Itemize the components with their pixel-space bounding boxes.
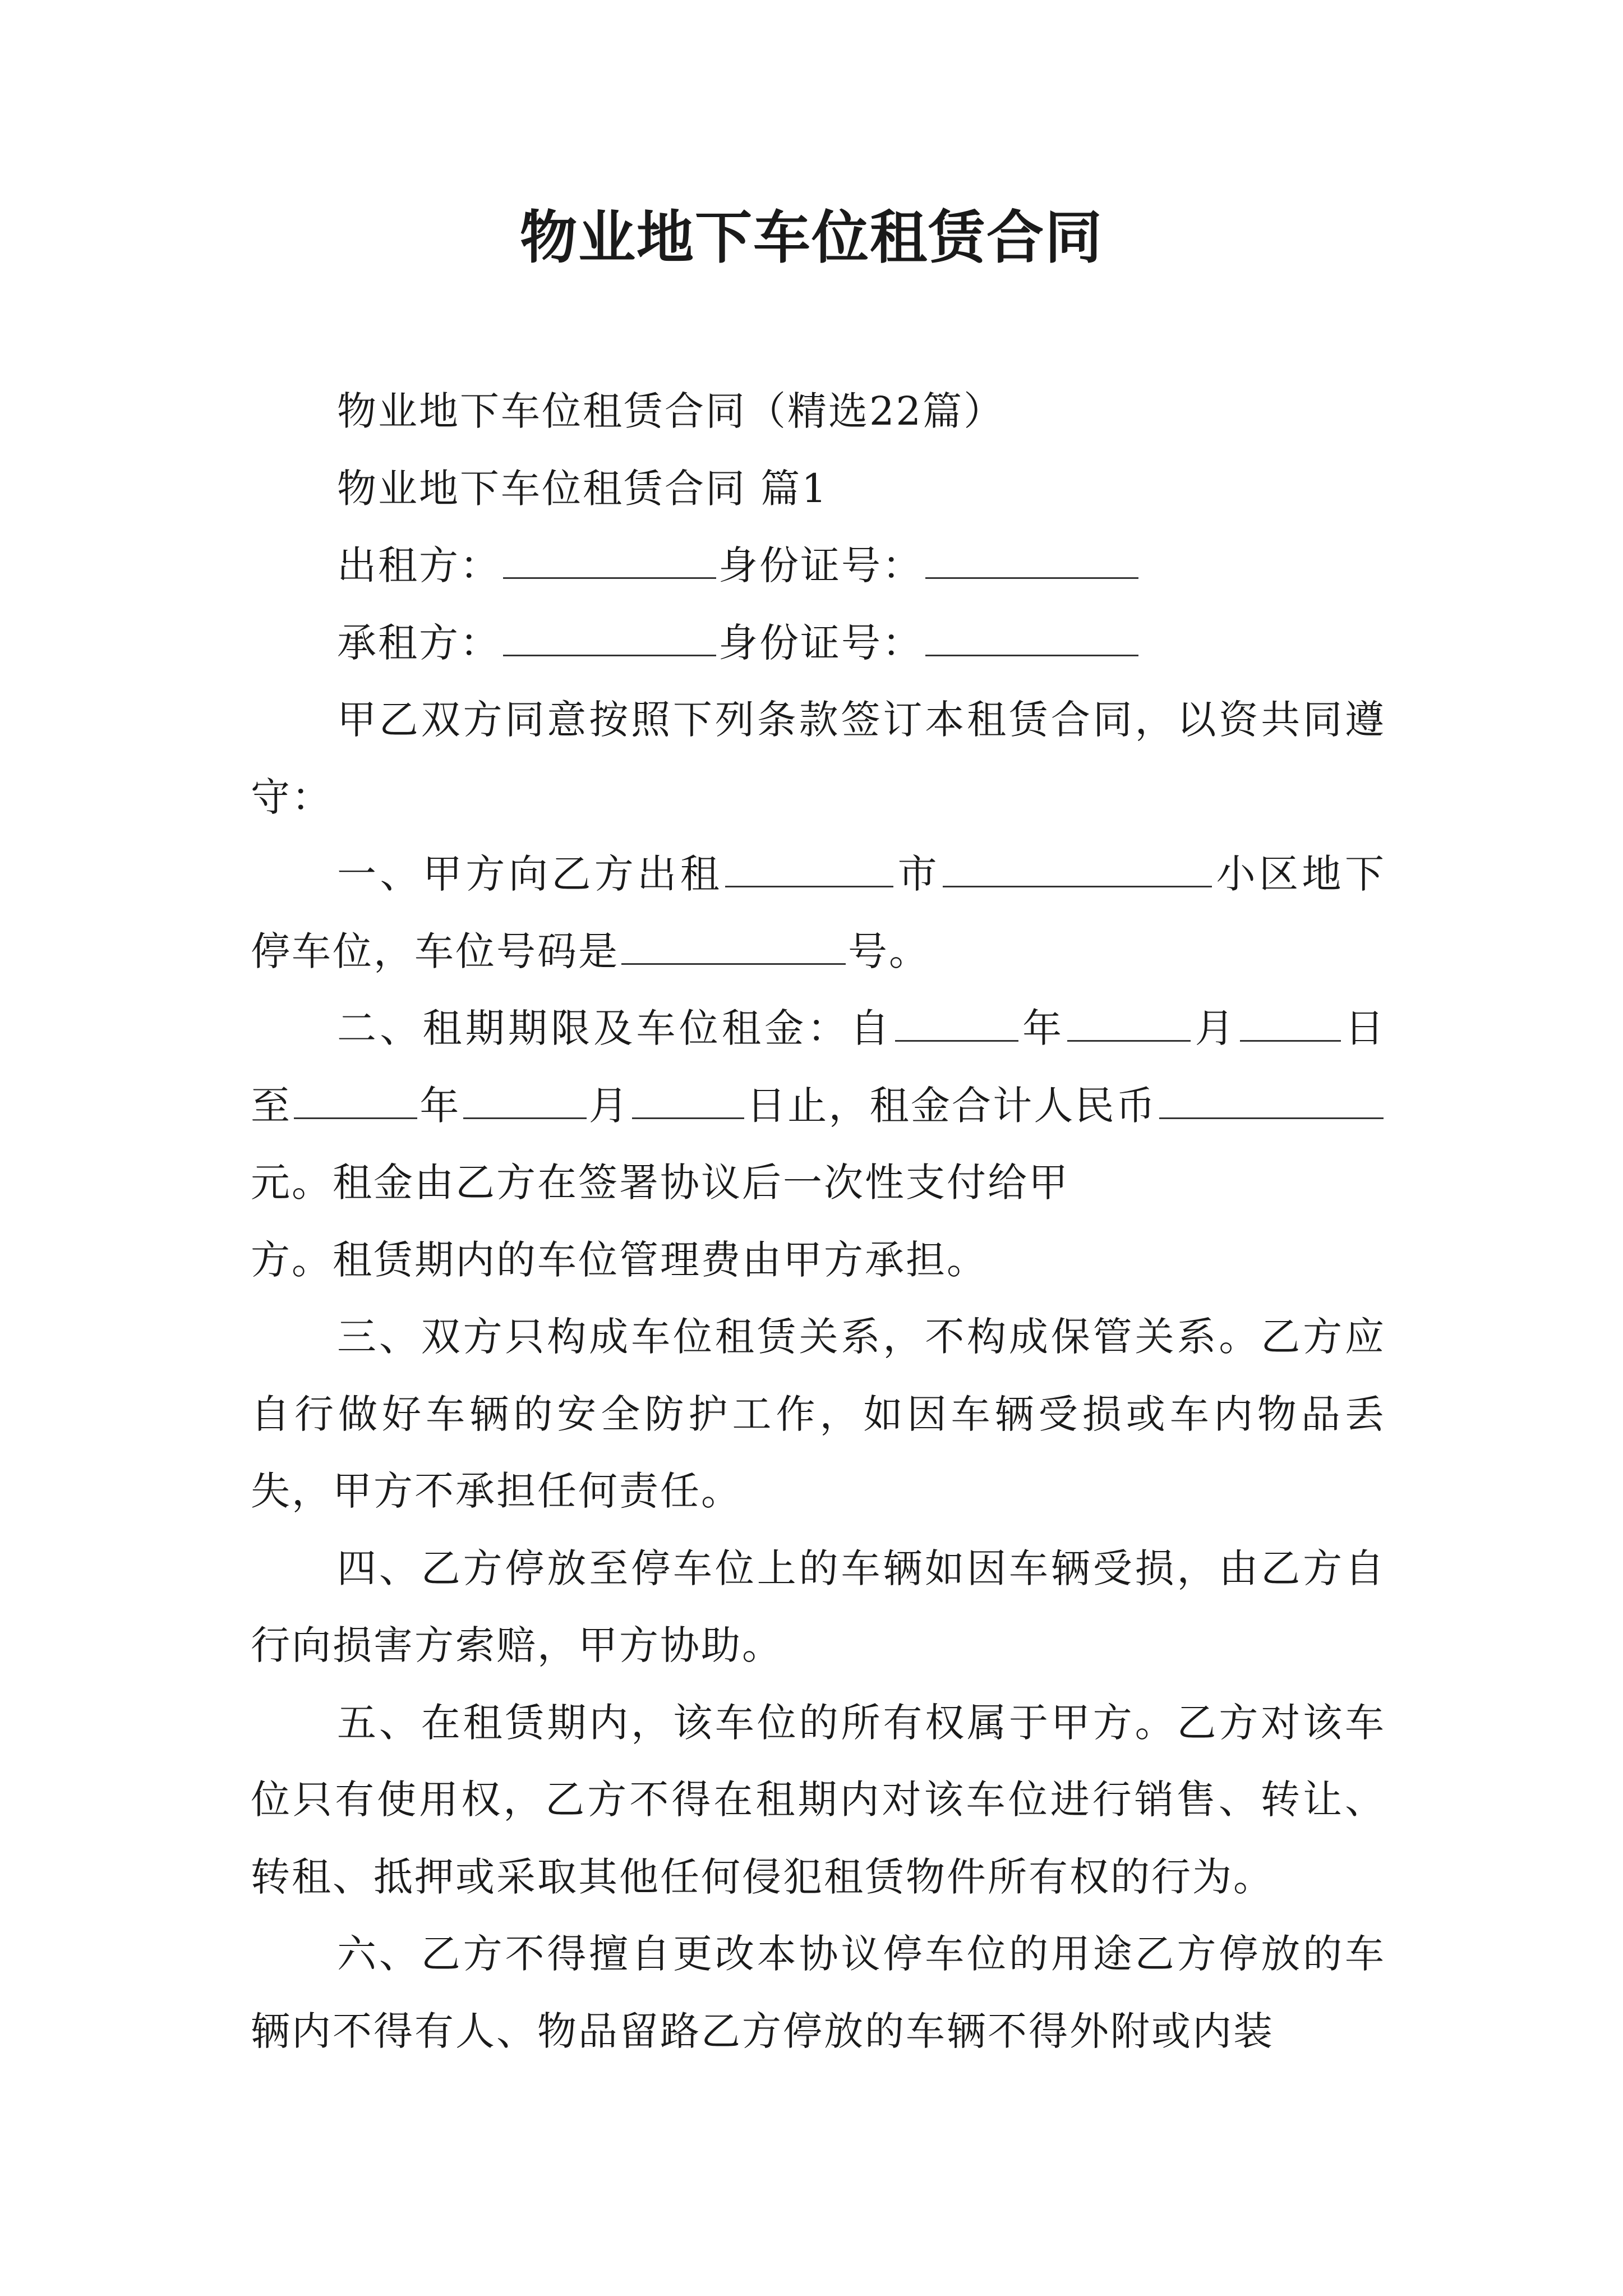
start-day-blank — [1240, 1000, 1341, 1042]
clause-2-end-year: 年 — [419, 1082, 461, 1129]
clause-4: 四、乙方停放至停车位上的车辆如因车辆受损，由乙方自行向损害方索赔，甲方协助。 — [251, 1545, 1386, 1668]
clause-5: 五、在租赁期内，该车位的所有权属于甲方。乙方对该车位只有使用权，乙方不得在租期内对该车位进行销售、转让、转租、抵押或采取其他任何侵犯租赁物件所有权的行为。 — [251, 1699, 1386, 1900]
clause-1-text-c: 小区地下停车位，车位号码是 — [251, 851, 1386, 974]
city-blank — [725, 845, 893, 887]
lessor-id-label: 身份证号： — [718, 542, 923, 588]
clause-3: 三、双方只构成车位租赁关系，不构成保管关系。乙方应自行做好车辆的安全防护工作，如因车辆受损或车内物品丢失，甲方不承担任何责任。 — [251, 1314, 1386, 1514]
document-body — [251, 373, 1386, 2070]
lessor-label: 出租方： — [337, 542, 501, 588]
end-year-blank — [294, 1077, 417, 1119]
clause-1-text-a: 一、甲方向乙方出租 — [337, 851, 723, 897]
lessor-line — [251, 527, 1386, 605]
start-month-blank — [1067, 1000, 1191, 1042]
lessee-label: 承租方： — [337, 619, 501, 666]
end-day-blank — [632, 1077, 744, 1119]
community-blank — [943, 845, 1212, 887]
end-month-blank — [463, 1077, 587, 1119]
clause-2-month: 月 — [1193, 1005, 1238, 1051]
clause-2-text-end: 日止，租金合计人民币 — [746, 1082, 1157, 1129]
lessee-id-blank — [925, 614, 1138, 656]
rent-amount-blank — [1159, 1077, 1384, 1119]
lessee-name-blank — [503, 614, 716, 656]
clause-2-day: 日至 — [251, 1005, 1386, 1129]
clause-2-text-c: 元。租金由乙方在签署协议后一次性支付给甲 — [251, 1159, 1069, 1205]
clause-2-text-a: 二、租期期限及车位租金：自 — [337, 1005, 893, 1051]
clause-1 — [251, 836, 1386, 990]
preamble: 甲乙双方同意按照下列条款签订本租赁合同，以资共同遵守： — [251, 697, 1386, 820]
clause-2 — [251, 990, 1386, 1222]
lessee-id-label: 身份证号： — [718, 619, 923, 666]
space-number-blank — [621, 923, 846, 965]
clause-2-continued: 方。租赁期内的车位管理费由甲方承担。 — [251, 1236, 988, 1283]
document-title: 物业地下车位租赁合同 — [520, 205, 1103, 272]
section-heading: 物业地下车位租赁合同 篇1 — [337, 465, 828, 512]
clause-6: 六、乙方不得擅自更改本协议停车位的用途乙方停放的车辆内不得有人、物品留路乙方停放的车辆不得外附或内装 — [251, 1931, 1386, 2054]
subtitle: 物业地下车位租赁合同（精选22篇） — [337, 388, 1005, 434]
clause-2-year: 年 — [1020, 1005, 1066, 1051]
clause-2-end-month: 月 — [588, 1082, 630, 1129]
lessor-name-blank — [503, 537, 716, 579]
start-year-blank — [895, 1000, 1018, 1042]
clause-1-text-d: 号。 — [848, 928, 930, 974]
lessee-line — [251, 605, 1386, 682]
clause-1-text-b: 市 — [896, 851, 941, 897]
lessor-id-blank — [925, 537, 1138, 579]
